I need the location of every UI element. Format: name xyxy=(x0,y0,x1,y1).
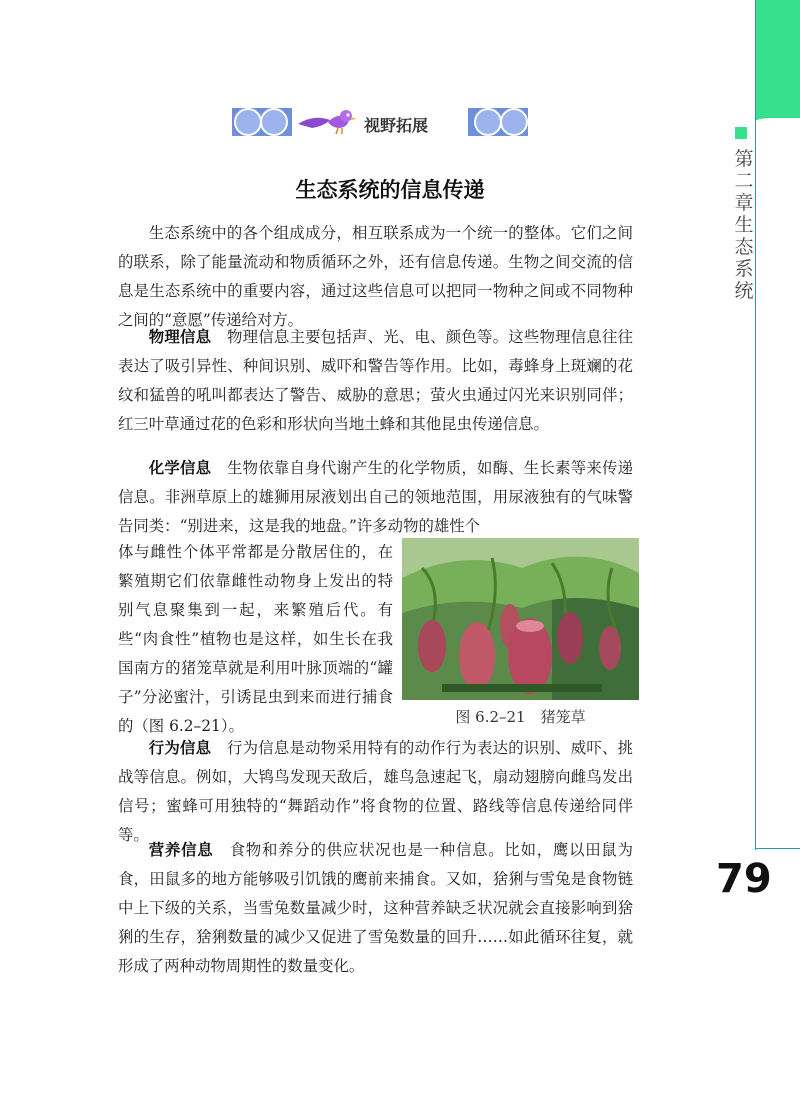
article-title: 生态系统的信息传递 xyxy=(295,178,485,202)
section-banner xyxy=(232,104,528,140)
page-number-rule xyxy=(755,848,800,849)
banner-label: 视野拓展 xyxy=(364,116,429,135)
banner-dot xyxy=(260,108,288,136)
intro-paragraph xyxy=(118,219,633,335)
banner-dot xyxy=(474,108,502,136)
physical-paragraph xyxy=(118,323,633,439)
physical-text: 物理信息主要包括声、光、电、颜色等。这些物理信息往往表达了吸引异性、种间识别、威吓和警告等作用。比如，毒蜂身上斑斓的花纹和猛兽的吼叫都表达了警告、威胁的意思；萤火虫通过闪光来识别同伴；红三叶草通过花的色彩和形状向当地土蜂和其他昆虫传递信息。 xyxy=(118,328,633,433)
margin-rule xyxy=(755,0,756,850)
figure-caption: 图 6.2–21 猪笼草 xyxy=(455,708,586,726)
chemical-continuation-text: 体与雌性个体平常都是分散居住的，在繁殖期它们依靠雌性动物身上发出的特别气息聚集到一起，来繁殖后代。有些“肉食性”植物也是这样，如生长在我国南方的猪笼草就是利用叶脉顶端的“罐子”分泌蜜汁，引诱昆虫到来而进行捕食的（图 6.2–21）。 xyxy=(118,543,393,735)
chapter-tab-curve xyxy=(740,118,800,148)
intro-text: 生态系统中的各个组成成分，相互联系成为一个统一的整体。它们之间的联系，除了能量流动和物质循环之外，还有信息传递。生物之间交流的信息是生态系统中的重要内容，通过这些信息可以把同一物种之间或不同物种之间的“意愿”传递给对方。 xyxy=(118,224,633,329)
pitcher-plant-photo xyxy=(402,538,639,700)
page-number: 79 xyxy=(716,856,772,902)
chapter-marker xyxy=(735,127,747,139)
chemical-text: 生物依靠自身代谢产生的化学物质，如酶、生长素等来传递信息。非洲草原上的雄狮用尿液划出自己的领地范围，用尿液独有的气味警告同类：“别进来，这是我的地盘。”许多动物的雄性个 xyxy=(118,459,633,535)
behavior-paragraph xyxy=(118,734,633,850)
chapter-label: 第二章 生态系统 xyxy=(734,148,754,302)
nutrition-paragraph xyxy=(118,836,633,981)
chemical-paragraph xyxy=(118,454,633,541)
physical-heading: 物理信息 xyxy=(148,328,212,346)
behavior-text: 行为信息是动物采用特有的动作行为表达的识别、威吓、挑战等信息。例如，大鸨鸟发现天敌后，雄鸟急速起飞，扇动翅膀向雌鸟发出信号；蜜蜂可用独特的“舞蹈动作”将食物的位置、路线等信息传递给同伴等。 xyxy=(118,739,633,844)
nutrition-text: 食物和养分的供应状况也是一种信息。比如，鹰以田鼠为食，田鼠多的地方能够吸引饥饿的鹰前来捕食。又如，猞猁与雪兔是食物链中上下级的关系，当雪兔数量减少时，这种营养缺乏状况就会直接影响到猞猁的生存，猞猁数量的减少又促进了雪兔数量的回升……如此循环往复，就形成了两种动物周期性的数量变化。 xyxy=(118,841,633,975)
bird-icon xyxy=(294,106,360,136)
chapter-tab xyxy=(756,0,800,135)
chemical-continuation xyxy=(118,538,393,741)
banner-dot xyxy=(500,108,528,136)
nutrition-heading: 营养信息 xyxy=(148,841,214,859)
behavior-heading: 行为信息 xyxy=(148,739,212,757)
banner-dot xyxy=(234,108,262,136)
chemical-heading: 化学信息 xyxy=(148,459,212,477)
